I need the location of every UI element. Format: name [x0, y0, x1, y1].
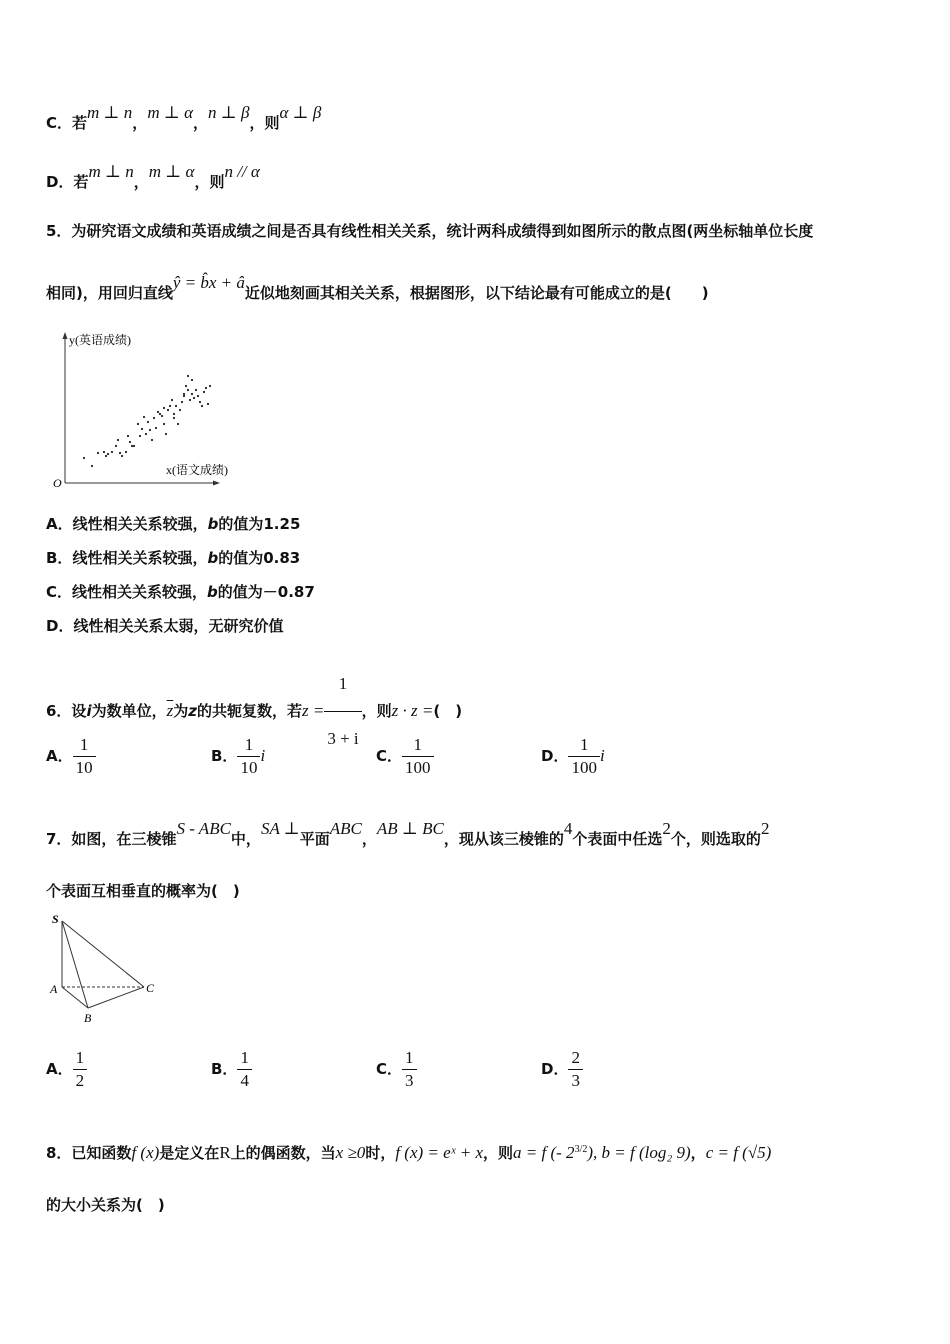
option-var: b — [207, 583, 218, 601]
q5-option-a — [46, 513, 300, 534]
q7-stem-line2: 个表面互相垂直的概率为( ) — [46, 882, 240, 900]
math-abc: ABC — [329, 819, 362, 838]
scatter-point — [119, 452, 121, 454]
option-letter: B． — [211, 747, 238, 765]
option-letter: C． — [376, 747, 403, 765]
math-n-parallel-alpha: n // α — [224, 162, 260, 181]
edge-bc — [88, 987, 144, 1008]
scatter-point — [167, 409, 169, 411]
math-ab-perp-bc: AB ⊥ BC — [376, 819, 444, 838]
q7-option-b — [211, 1048, 252, 1091]
q7-text: 7．如图，在三棱锥 — [46, 830, 177, 848]
z-fraction — [324, 658, 361, 765]
scatter-point — [139, 435, 141, 437]
scatter-point — [111, 451, 113, 453]
scatter-point — [117, 439, 119, 441]
math-four: 4 — [563, 819, 573, 838]
denominator: 10 — [240, 758, 258, 777]
option-fraction — [237, 1048, 252, 1091]
vertex-c: C — [146, 981, 155, 995]
math-definition: f (x) = eˣ + x — [395, 1143, 484, 1162]
x-axis-arrow — [213, 481, 220, 486]
option-letter: C． — [376, 1060, 403, 1078]
q7-text: 个表面中任选 — [572, 830, 663, 848]
math-m-perp-alpha: m ⊥ α — [147, 103, 193, 122]
denominator: 2 — [75, 1071, 85, 1090]
option-letter: A． — [46, 1060, 73, 1078]
math-alpha-perp-beta: α ⊥ β — [279, 103, 322, 122]
scatter-point — [175, 405, 177, 407]
q5-stem-line2 — [46, 273, 709, 303]
q6-option-d — [541, 735, 605, 778]
option-letter: C． — [46, 583, 73, 601]
q6-option-a — [46, 735, 96, 778]
pyramid-figure — [46, 905, 166, 1030]
option-fraction — [568, 735, 600, 778]
option-var: b — [207, 515, 219, 533]
x-axis-label: x(语文成绩) — [166, 463, 228, 477]
scatter-point — [169, 405, 171, 407]
option-suffix-i: i — [599, 746, 605, 765]
q8-text: ，则 — [483, 1144, 514, 1162]
numerator: 1 — [237, 1048, 252, 1070]
option-tail: 的值为－0.87 — [217, 583, 315, 601]
scatter-point — [199, 401, 201, 403]
edge-sb — [62, 921, 88, 1008]
q8-stem-line1 — [46, 1142, 771, 1163]
scatter-point — [181, 401, 183, 403]
option-text: 线性相关关系较强， — [72, 583, 208, 601]
scatter-point — [173, 417, 175, 419]
math-r: R — [219, 1143, 231, 1162]
math-c-def: c = f (√5) — [705, 1143, 772, 1162]
q7-option-d — [541, 1048, 583, 1091]
option-fraction — [73, 1048, 88, 1091]
scatter-point — [191, 393, 193, 395]
math-fx: f (x) — [131, 1143, 160, 1162]
q7-option-c — [376, 1048, 417, 1091]
scatter-point — [121, 455, 123, 457]
math-a-def: a = f (- 2 — [513, 1143, 575, 1162]
option-letter: B． — [46, 549, 73, 567]
q8-text: 是定义在 — [159, 1144, 220, 1162]
option-letter: D． — [46, 173, 74, 191]
numerator: 2 — [568, 1048, 583, 1070]
vertex-a: A — [50, 982, 58, 996]
q5-stem-line1: 5．为研究语文成绩和英语成绩之间是否具有线性相关关系，统计两科成绩得到如图所示的散点图(两坐标轴单位长度 — [46, 222, 814, 240]
q5-stem-pre: 相同)，用回归直线 — [46, 284, 173, 302]
math-condition: x ≥0 — [335, 1143, 366, 1162]
scatter-point — [103, 451, 105, 453]
origin-label: O — [53, 476, 62, 490]
option-fraction — [237, 735, 260, 778]
q7-text: 平面 — [299, 830, 330, 848]
q7-stem-line1 — [46, 819, 770, 849]
q7-text: 个，则选取的 — [670, 830, 761, 848]
math-m-perp-n: m ⊥ n — [88, 162, 134, 181]
separator: ， — [133, 173, 149, 191]
scatter-point — [163, 423, 165, 425]
numerator: 1 — [568, 735, 600, 757]
scatter-point — [183, 395, 185, 397]
scatter-point — [183, 393, 185, 395]
q5-stem-post: 近似地刻画其相关关系，根据图形，以下结论最有可能成立的是( ) — [244, 284, 709, 302]
scatter-point — [83, 457, 85, 459]
q6-text: 的共轭复数，若 — [196, 702, 302, 720]
scatter-point — [209, 385, 211, 387]
numerator: 1 — [402, 1048, 417, 1070]
scatter-point — [185, 385, 187, 387]
if-word: 若 — [73, 173, 89, 191]
denominator: 3 — [571, 1071, 580, 1090]
option-suffix-i: i — [260, 746, 266, 765]
q5-option-d — [46, 615, 283, 636]
numerator: 1 — [324, 658, 361, 712]
scatter-point — [91, 465, 93, 467]
q6-text: 为 — [173, 702, 189, 720]
option-var: b — [207, 549, 219, 567]
then-word: ，则 — [194, 173, 225, 191]
q6-text: 6．设 — [46, 702, 87, 720]
scatter-point — [189, 399, 191, 401]
option-letter: D． — [541, 747, 569, 765]
numerator: 1 — [237, 735, 260, 757]
scatter-plot-figure — [46, 328, 246, 493]
scatter-point — [163, 407, 165, 409]
scatter-point — [173, 413, 175, 415]
scatter-point — [105, 455, 107, 457]
option-text: 线性相关关系较强， — [72, 549, 208, 567]
option-letter: D． — [46, 617, 74, 635]
z-times-zbar: z · z = — [391, 701, 434, 720]
math-a-close: ) — [587, 1143, 594, 1162]
q7-option-a — [46, 1048, 87, 1091]
edge-ab — [62, 987, 88, 1008]
scatter-points — [83, 375, 211, 467]
scatter-point — [203, 391, 205, 393]
scatter-point — [159, 413, 161, 415]
q6-text: ，则 — [361, 702, 392, 720]
scatter-point — [131, 445, 133, 447]
option-tail: 的值为0.83 — [218, 549, 301, 567]
z-equals: z = — [302, 701, 325, 720]
option-text: 线性相关关系较强， — [72, 515, 208, 533]
math-two: 2 — [760, 819, 770, 838]
then-word: ，则 — [249, 114, 280, 132]
numerator: 1 — [402, 735, 434, 757]
q8-text: 时， — [365, 1144, 396, 1162]
scatter-point — [179, 409, 181, 411]
denominator: 3 — [405, 1071, 414, 1090]
scatter-point — [177, 423, 179, 425]
option-letter: B． — [211, 1060, 238, 1078]
denominator: 100 — [405, 758, 431, 777]
scatter-point — [125, 451, 127, 453]
scatter-point — [137, 423, 139, 425]
q6-option-c — [376, 735, 434, 778]
scatter-point — [143, 416, 145, 418]
scatter-point — [107, 453, 109, 455]
option-letter: A． — [46, 747, 73, 765]
var-i: i — [86, 702, 92, 720]
option-text: 线性相关关系太弱，无研究价值 — [73, 617, 284, 635]
q6-option-b — [211, 735, 265, 778]
q6-paren: ( ) — [433, 702, 463, 720]
math-a-exponent: 3/2 — [574, 1144, 588, 1155]
scatter-point — [145, 433, 147, 435]
edge-sc — [62, 921, 144, 987]
scatter-point — [171, 399, 173, 401]
scatter-point — [127, 435, 129, 437]
q5-option-b — [46, 547, 300, 568]
option-fraction — [568, 1048, 583, 1091]
scatter-point — [153, 417, 155, 419]
separator: ， — [193, 114, 209, 132]
if-word: 若 — [72, 114, 88, 132]
option-letter: A． — [46, 515, 73, 533]
scatter-point — [149, 429, 151, 431]
option-letter: C． — [46, 114, 73, 132]
scatter-point — [205, 387, 207, 389]
scatter-point — [133, 445, 135, 447]
separator: ， — [132, 114, 148, 132]
scatter-point — [115, 445, 117, 447]
q8-text: ， — [690, 1144, 706, 1162]
y-axis-label: y(英语成绩) — [69, 333, 131, 347]
math-m-perp-n: m ⊥ n — [87, 103, 133, 122]
option-tail: 的值为1.25 — [218, 515, 301, 533]
scatter-point — [97, 452, 99, 454]
math-pyramid: S - ABC — [176, 819, 231, 838]
scatter-point — [141, 428, 143, 430]
y-axis-arrow — [63, 332, 68, 339]
q8-stem-line2: 的大小关系为( ) — [46, 1196, 165, 1214]
scatter-point — [207, 403, 209, 405]
denominator: 100 — [571, 758, 597, 777]
scatter-point — [147, 421, 149, 423]
scatter-point — [191, 379, 193, 381]
vertex-s: S — [52, 912, 59, 926]
option-fraction — [73, 735, 96, 778]
scatter-point — [157, 411, 159, 413]
scatter-point — [161, 415, 163, 417]
q7-text: ， — [361, 830, 377, 848]
z-conjugate: $\overline{z}$ — [166, 701, 174, 720]
scatter-point — [165, 433, 167, 435]
scatter-point — [197, 395, 199, 397]
scatter-point — [193, 397, 195, 399]
q8-text: 8．已知函数 — [46, 1144, 132, 1162]
q8-text: 上的偶函数，当 — [230, 1144, 336, 1162]
scatter-point — [129, 441, 131, 443]
q4-option-d — [46, 162, 260, 192]
option-fraction — [402, 735, 434, 778]
var-z: z — [188, 702, 197, 720]
denominator: 10 — [75, 758, 93, 777]
math-m-perp-alpha: m ⊥ α — [148, 162, 195, 181]
q4-option-c — [46, 103, 322, 133]
numerator: 1 — [73, 735, 96, 757]
regression-formula: ŷ = b̂x + â — [172, 273, 245, 292]
q7-text: 中， — [230, 830, 261, 848]
scatter-point — [195, 389, 197, 391]
q6-text: 为数单位， — [91, 702, 167, 720]
scatter-point — [201, 405, 203, 407]
math-b-def: , b = f (log₂ 9) — [593, 1143, 691, 1162]
scatter-point — [155, 427, 157, 429]
option-fraction — [402, 1048, 417, 1091]
math-sa-perp: SA ⊥ — [260, 819, 300, 838]
q5-option-c — [46, 581, 315, 602]
denominator: 3 + i — [327, 729, 359, 748]
scatter-point — [151, 439, 153, 441]
math-n-perp-beta: n ⊥ β — [208, 103, 250, 122]
scatter-point — [187, 375, 189, 377]
numerator: 1 — [73, 1048, 88, 1070]
q7-text: ，现从该三棱锥的 — [443, 830, 564, 848]
option-letter: D． — [541, 1060, 569, 1078]
math-two: 2 — [662, 819, 671, 838]
vertex-b: B — [84, 1011, 92, 1025]
scatter-point — [187, 389, 189, 391]
denominator: 4 — [240, 1071, 249, 1090]
